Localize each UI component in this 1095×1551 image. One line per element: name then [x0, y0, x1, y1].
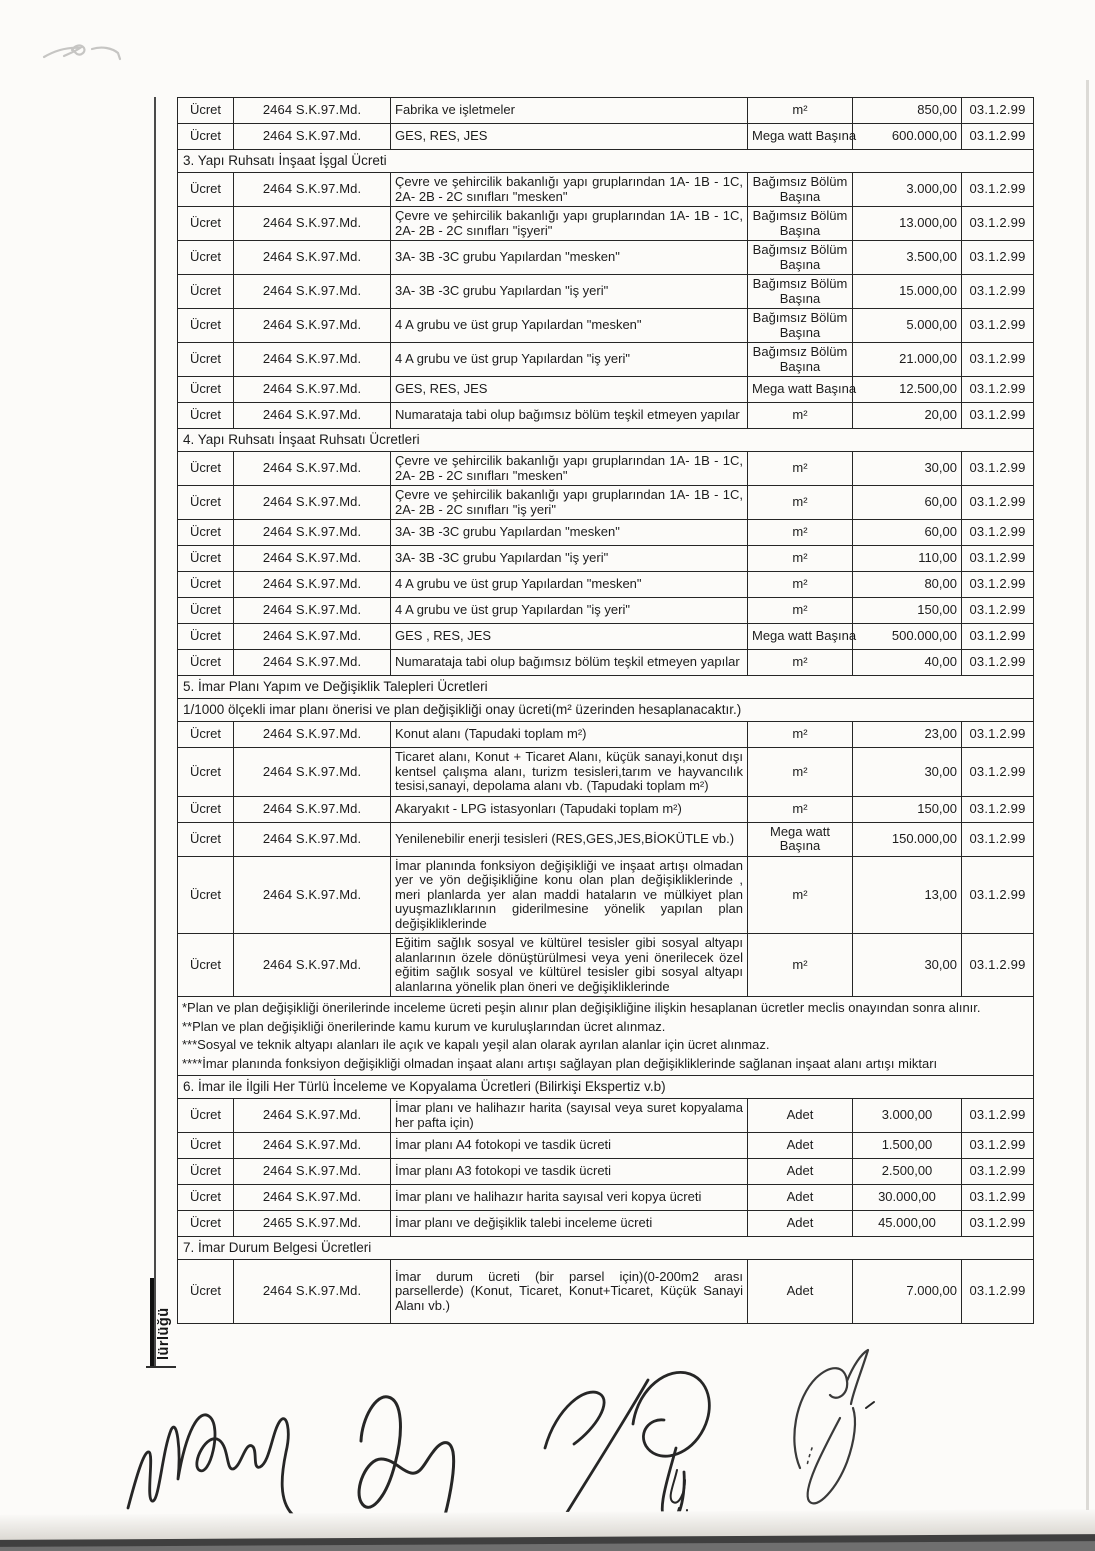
fee-row	[178, 856, 1034, 934]
date-cell: 03.1.2.99	[962, 856, 1034, 934]
description-cell: İmar durum ücreti (bir parsel için)(0-200m2 arası parsellerde) (Konut, Ticaret, Konut+Ticaret, Küçük Sanayi Alanı vb.)	[391, 1260, 748, 1324]
amount-cell: 30,00	[853, 748, 962, 797]
fee-row	[178, 796, 1034, 822]
amount-cell: 3.000,00	[853, 1099, 962, 1133]
date-cell: 03.1.2.99	[962, 796, 1034, 822]
fee-type-cell: Ücret	[178, 1159, 234, 1185]
law-ref-cell: 2464 S.K.97.Md.	[234, 1099, 391, 1133]
fee-row	[178, 377, 1034, 403]
law-ref-cell: 2464 S.K.97.Md.	[234, 598, 391, 624]
amount-cell: 30,00	[853, 934, 962, 997]
amount-cell: 7.000,00	[853, 1260, 962, 1324]
amount-cell: 13,00	[853, 856, 962, 934]
law-ref-cell: 2465 S.K.97.Md.	[234, 1211, 391, 1237]
date-cell: 03.1.2.99	[962, 452, 1034, 486]
amount-cell: 600.000,00	[853, 124, 962, 150]
scan-right-edge	[1086, 80, 1089, 1510]
date-cell: 03.1.2.99	[962, 520, 1034, 546]
fee-row	[178, 1260, 1034, 1324]
date-cell: 03.1.2.99	[962, 309, 1034, 343]
fee-row	[178, 520, 1034, 546]
law-ref-cell: 2464 S.K.97.Md.	[234, 546, 391, 572]
fee-type-cell: Ücret	[178, 650, 234, 676]
unit-cell: Bağımsız Bölüm Başına	[748, 309, 853, 343]
signature-1	[128, 1415, 292, 1514]
unit-cell: Mega watt Başına	[748, 624, 853, 650]
fee-row	[178, 343, 1034, 377]
fee-row	[178, 748, 1034, 797]
pen-mark	[44, 46, 120, 59]
law-ref-cell: 2464 S.K.97.Md.	[234, 748, 391, 797]
fee-type-cell: Ücret	[178, 124, 234, 150]
unit-cell: m²	[748, 572, 853, 598]
fee-type-cell: Ücret	[178, 796, 234, 822]
footnotes-block-row	[178, 997, 1034, 1076]
description-cell: GES , RES, JES	[391, 624, 748, 650]
law-ref-cell: 2464 S.K.97.Md.	[234, 377, 391, 403]
unit-cell: m²	[748, 520, 853, 546]
law-ref-cell: 2464 S.K.97.Md.	[234, 572, 391, 598]
amount-cell: 45.000,00	[853, 1211, 962, 1237]
section-header: 4. Yapı Ruhsatı İnşaat Ruhsatı Ücretleri	[178, 429, 1034, 452]
fee-row	[178, 1211, 1034, 1237]
fee-type-cell: Ücret	[178, 856, 234, 934]
law-ref-cell: 2464 S.K.97.Md.	[234, 452, 391, 486]
date-cell: 03.1.2.99	[962, 207, 1034, 241]
description-cell: İmar planı A4 fotokopi ve tasdik ücreti	[391, 1133, 748, 1159]
fee-row	[178, 572, 1034, 598]
amount-cell: 1.500,00	[853, 1133, 962, 1159]
amount-cell: 80,00	[853, 572, 962, 598]
description-cell: 4 A grubu ve üst grup Yapılardan "mesken"	[391, 572, 748, 598]
date-cell: 03.1.2.99	[962, 377, 1034, 403]
amount-cell: 3.500,00	[853, 241, 962, 275]
section-header-row	[178, 1237, 1034, 1260]
fee-type-cell: Ücret	[178, 486, 234, 520]
law-ref-cell: 2464 S.K.97.Md.	[234, 1133, 391, 1159]
date-cell: 03.1.2.99	[962, 403, 1034, 429]
date-cell: 03.1.2.99	[962, 343, 1034, 377]
description-cell: 3A- 3B -3C grubu Yapılardan "iş yeri"	[391, 546, 748, 572]
date-cell: 03.1.2.99	[962, 1133, 1034, 1159]
fee-row	[178, 650, 1034, 676]
date-cell: 03.1.2.99	[962, 748, 1034, 797]
fee-row	[178, 546, 1034, 572]
description-cell: Numarataja tabi olup bağımsız bölüm teşkil etmeyen yapılar	[391, 403, 748, 429]
date-cell: 03.1.2.99	[962, 598, 1034, 624]
law-ref-cell: 2464 S.K.97.Md.	[234, 403, 391, 429]
fee-table	[177, 97, 1034, 1324]
fee-type-cell: Ücret	[178, 1211, 234, 1237]
footnote: **Plan ve plan değişikliği önerilerinde kamu kurum ve kuruluşlarından ücret alınmaz.	[182, 1018, 666, 1034]
amount-cell: 150,00	[853, 598, 962, 624]
description-cell: Konut alanı (Tapudaki toplam m²)	[391, 722, 748, 748]
unit-cell: Adet	[748, 1260, 853, 1324]
date-cell: 03.1.2.99	[962, 650, 1034, 676]
law-ref-cell: 2464 S.K.97.Md.	[234, 207, 391, 241]
law-ref-cell: 2464 S.K.97.Md.	[234, 934, 391, 997]
fee-type-cell: Ücret	[178, 546, 234, 572]
fee-row	[178, 124, 1034, 150]
fee-row	[178, 722, 1034, 748]
fee-row	[178, 403, 1034, 429]
law-ref-cell: 2464 S.K.97.Md.	[234, 722, 391, 748]
fee-row	[178, 207, 1034, 241]
description-cell: İmar planı A3 fotokopi ve tasdik ücreti	[391, 1159, 748, 1185]
description-cell: Eğitim sağlık sosyal ve kültürel tesisler gibi sosyal altyapı alanlarının özele dönüştürülmesi veya yeni önerilecek özel eğitim sağlık sosyal ve kültürel tesisler gibi sosyal altyapı alanlarına yönelik plan öneri ve değişikliklerinde	[391, 934, 748, 997]
fee-type-cell: Ücret	[178, 598, 234, 624]
fee-type-cell: Ücret	[178, 722, 234, 748]
law-ref-cell: 2464 S.K.97.Md.	[234, 486, 391, 520]
date-cell: 03.1.2.99	[962, 486, 1034, 520]
unit-cell: m²	[748, 748, 853, 797]
description-cell: 3A- 3B -3C grubu Yapılardan "mesken"	[391, 520, 748, 546]
amount-cell: 60,00	[853, 486, 962, 520]
fee-type-cell: Ücret	[178, 309, 234, 343]
fee-type-cell: Ücret	[178, 624, 234, 650]
fee-row	[178, 241, 1034, 275]
fee-row	[178, 1099, 1034, 1133]
amount-cell: 15.000,00	[853, 275, 962, 309]
unit-cell: m²	[748, 98, 853, 124]
date-cell: 03.1.2.99	[962, 822, 1034, 856]
amount-cell: 3.000,00	[853, 173, 962, 207]
fee-type-cell: Ücret	[178, 343, 234, 377]
section-header-row	[178, 1076, 1034, 1099]
unit-cell: m²	[748, 403, 853, 429]
footnote: *Plan ve plan değişikliği önerilerinde inceleme ücreti peşin alınır plan değişikliğine ilişkin hesaplanan ücretler meclis onayından sonra alınır.	[182, 1000, 981, 1015]
unit-cell: m²	[748, 452, 853, 486]
fee-row	[178, 1159, 1034, 1185]
amount-cell: 40,00	[853, 650, 962, 676]
date-cell: 03.1.2.99	[962, 624, 1034, 650]
fee-row	[178, 309, 1034, 343]
date-cell: 03.1.2.99	[962, 1159, 1034, 1185]
law-ref-cell: 2464 S.K.97.Md.	[234, 1185, 391, 1211]
fee-row	[178, 486, 1034, 520]
law-ref-cell: 2464 S.K.97.Md.	[234, 124, 391, 150]
unit-cell: Adet	[748, 1159, 853, 1185]
fee-row	[178, 822, 1034, 856]
fee-row	[178, 452, 1034, 486]
date-cell: 03.1.2.99	[962, 1211, 1034, 1237]
law-ref-cell: 2464 S.K.97.Md.	[234, 98, 391, 124]
left-column-rule	[154, 97, 156, 1366]
amount-cell: 150.000,00	[853, 822, 962, 856]
amount-cell: 2.500,00	[853, 1159, 962, 1185]
amount-cell: 20,00	[853, 403, 962, 429]
fee-row	[178, 1133, 1034, 1159]
unit-cell: m²	[748, 486, 853, 520]
unit-cell: Adet	[748, 1211, 853, 1237]
unit-cell: Mega watt Başına	[748, 124, 853, 150]
date-cell: 03.1.2.99	[962, 1260, 1034, 1324]
amount-cell: 500.000,00	[853, 624, 962, 650]
fee-type-cell: Ücret	[178, 1099, 234, 1133]
fee-type-cell: Ücret	[178, 98, 234, 124]
amount-cell: 110,00	[853, 546, 962, 572]
footnote: ****İmar planında fonksiyon değişikliği olmadan inşaat alanı artışı sağlayan plan değişikliklerinde sağlanan inşaat alanı artışı miktarı	[182, 1055, 938, 1071]
fee-type-cell: Ücret	[178, 934, 234, 997]
description-cell: Numarataja tabi olup bağımsız bölüm teşkil etmeyen yapılar	[391, 650, 748, 676]
amount-cell: 60,00	[853, 520, 962, 546]
fee-row	[178, 598, 1034, 624]
fee-type-cell: Ücret	[178, 1133, 234, 1159]
fee-type-cell: Ücret	[178, 207, 234, 241]
law-ref-cell: 2464 S.K.97.Md.	[234, 173, 391, 207]
law-ref-cell: 2464 S.K.97.Md.	[234, 241, 391, 275]
unit-cell: m²	[748, 598, 853, 624]
unit-cell: Adet	[748, 1185, 853, 1211]
amount-cell: 30.000,00	[853, 1185, 962, 1211]
fee-row	[178, 275, 1034, 309]
side-vertical-label: lürlüğü	[156, 1307, 172, 1361]
section-header-row	[178, 150, 1034, 173]
unit-cell: Adet	[748, 1099, 853, 1133]
section-header-row	[178, 429, 1034, 452]
unit-cell: m²	[748, 546, 853, 572]
section-header-row	[178, 676, 1034, 699]
fee-row	[178, 624, 1034, 650]
unit-cell: Mega watt Başına	[748, 822, 853, 856]
amount-cell: 5.000,00	[853, 309, 962, 343]
fee-row	[178, 1185, 1034, 1211]
law-ref-cell: 2464 S.K.97.Md.	[234, 650, 391, 676]
date-cell: 03.1.2.99	[962, 98, 1034, 124]
description-cell: 4 A grubu ve üst grup Yapılardan "iş yeri"	[391, 598, 748, 624]
unit-cell: Bağımsız Bölüm Başına	[748, 173, 853, 207]
law-ref-cell: 2464 S.K.97.Md.	[234, 520, 391, 546]
amount-cell: 12.500,00	[853, 377, 962, 403]
fee-type-cell: Ücret	[178, 275, 234, 309]
description-cell: GES, RES, JES	[391, 124, 748, 150]
section-header: 3. Yapı Ruhsatı İnşaat İşgal Ücreti	[178, 150, 1034, 173]
unit-cell: Bağımsız Bölüm Başına	[748, 241, 853, 275]
date-cell: 03.1.2.99	[962, 722, 1034, 748]
unit-cell: m²	[748, 650, 853, 676]
fee-type-cell: Ücret	[178, 822, 234, 856]
description-cell: Çevre ve şehircilik bakanlığı yapı gruplarından 1A- 1B - 1C, 2A- 2B - 2C sınıfları "iş yeri"	[391, 486, 748, 520]
law-ref-cell: 2464 S.K.97.Md.	[234, 822, 391, 856]
law-ref-cell: 2464 S.K.97.Md.	[234, 343, 391, 377]
fee-type-cell: Ücret	[178, 572, 234, 598]
unit-cell: m²	[748, 934, 853, 997]
date-cell: 03.1.2.99	[962, 124, 1034, 150]
amount-cell: 850,00	[853, 98, 962, 124]
fee-type-cell: Ücret	[178, 748, 234, 797]
date-cell: 03.1.2.99	[962, 1185, 1034, 1211]
law-ref-cell: 2464 S.K.97.Md.	[234, 1260, 391, 1324]
unit-cell: Bağımsız Bölüm Başına	[748, 275, 853, 309]
section-subheader: 1/1000 ölçekli imar planı önerisi ve plan değişikliği onay ücreti(m² üzerinden hesaplanacaktır.)	[178, 699, 1034, 722]
footnotes-block	[178, 997, 1034, 1076]
description-cell: Çevre ve şehircilik bakanlığı yapı gruplarından 1A- 1B - 1C, 2A- 2B - 2C sınıfları "mesken"	[391, 452, 748, 486]
amount-cell: 21.000,00	[853, 343, 962, 377]
fee-type-cell: Ücret	[178, 241, 234, 275]
law-ref-cell: 2464 S.K.97.Md.	[234, 856, 391, 934]
description-cell: İmar planı ve halihazır harita (sayısal veya suret kopyalama her pafta için)	[391, 1099, 748, 1133]
date-cell: 03.1.2.99	[962, 275, 1034, 309]
date-cell: 03.1.2.99	[962, 572, 1034, 598]
date-cell: 03.1.2.99	[962, 934, 1034, 997]
law-ref-cell: 2464 S.K.97.Md.	[234, 275, 391, 309]
footnote: ***Sosyal ve teknik altyapı alanları ile açık ve kapalı yeşil alan olarak ayrılan alanlar için ücret alınmaz.	[182, 1037, 770, 1052]
unit-cell: Bağımsız Bölüm Başına	[748, 207, 853, 241]
section-header: 6. İmar ile İlgili Her Türlü İnceleme ve Kopyalama Ücretleri (Bilirkişi Ekspertiz v.b)	[178, 1076, 1034, 1099]
fee-table-body	[178, 98, 1034, 1324]
description-cell: Ticaret alanı, Konut + Ticaret Alanı, küçük sanayi,konut dışı kentsel çalışma alanı, turizm tesisleri,tarım ve hayvancılık tesisi,sanayi, depolama alanı vb. (Tapudaki toplam m²)	[391, 748, 748, 797]
unit-cell: Adet	[748, 1133, 853, 1159]
fee-row	[178, 173, 1034, 207]
date-cell: 03.1.2.99	[962, 546, 1034, 572]
description-cell: İmar planı ve değişiklik talebi inceleme ücreti	[391, 1211, 748, 1237]
fee-row	[178, 98, 1034, 124]
description-cell: İmar planında fonksiyon değişikliği ve inşaat artışı olmadan yer ve yön değişikliğine konu olan plan değişikliklerinde , meri planlarda yer alan maddi hataların ve mülkiyet plan uyuşmazlıklarının giderilmesine yönelik yapılan plan değişikliklerinde	[391, 856, 748, 934]
description-cell: 4 A grubu ve üst grup Yapılardan "mesken"	[391, 309, 748, 343]
law-ref-cell: 2464 S.K.97.Md.	[234, 309, 391, 343]
fee-type-cell: Ücret	[178, 173, 234, 207]
fee-type-cell: Ücret	[178, 520, 234, 546]
fee-type-cell: Ücret	[178, 1185, 234, 1211]
description-cell: Fabrika ve işletmeler	[391, 98, 748, 124]
section-subheader-row	[178, 699, 1034, 722]
description-cell: Yenilenebilir enerji tesisleri (RES,GES,JES,BİOKÜTLE vb.)	[391, 822, 748, 856]
fee-type-cell: Ücret	[178, 377, 234, 403]
date-cell: 03.1.2.99	[962, 173, 1034, 207]
unit-cell: Bağımsız Bölüm Başına	[748, 343, 853, 377]
unit-cell: Mega watt Başına	[748, 377, 853, 403]
unit-cell: m²	[748, 856, 853, 934]
description-cell: Çevre ve şehircilik bakanlığı yapı gruplarından 1A- 1B - 1C, 2A- 2B - 2C sınıfları "mesken"	[391, 173, 748, 207]
date-cell: 03.1.2.99	[962, 1099, 1034, 1133]
description-cell: 3A- 3B -3C grubu Yapılardan "iş yeri"	[391, 275, 748, 309]
fee-type-cell: Ücret	[178, 1260, 234, 1324]
law-ref-cell: 2464 S.K.97.Md.	[234, 624, 391, 650]
fee-type-cell: Ücret	[178, 403, 234, 429]
amount-cell: 150,00	[853, 796, 962, 822]
signature-2	[359, 1397, 454, 1526]
amount-cell: 23,00	[853, 722, 962, 748]
date-cell: 03.1.2.99	[962, 241, 1034, 275]
law-ref-cell: 2464 S.K.97.Md.	[234, 796, 391, 822]
fee-row	[178, 934, 1034, 997]
description-cell: GES, RES, JES	[391, 377, 748, 403]
section-header: 7. İmar Durum Belgesi Ücretleri	[178, 1237, 1034, 1260]
unit-cell: m²	[748, 722, 853, 748]
amount-cell: 13.000,00	[853, 207, 962, 241]
fee-type-cell: Ücret	[178, 452, 234, 486]
amount-cell: 30,00	[853, 452, 962, 486]
section-header: 5. İmar Planı Yapım ve Değişiklik Talepleri Ücretleri	[178, 676, 1034, 699]
description-cell: Akaryakıt - LPG istasyonları (Tapudaki toplam m²)	[391, 796, 748, 822]
unit-cell: m²	[748, 796, 853, 822]
signature-4	[794, 1350, 868, 1503]
description-cell: Çevre ve şehircilik bakanlığı yapı gruplarından 1A- 1B - 1C, 2A- 2B - 2C sınıfları "işyeri"	[391, 207, 748, 241]
description-cell: 4 A grubu ve üst grup Yapılardan "iş yeri"	[391, 343, 748, 377]
description-cell: 3A- 3B -3C grubu Yapılardan "mesken"	[391, 241, 748, 275]
law-ref-cell: 2464 S.K.97.Md.	[234, 1159, 391, 1185]
description-cell: İmar planı ve halihazır harita sayısal veri kopya ücreti	[391, 1185, 748, 1211]
